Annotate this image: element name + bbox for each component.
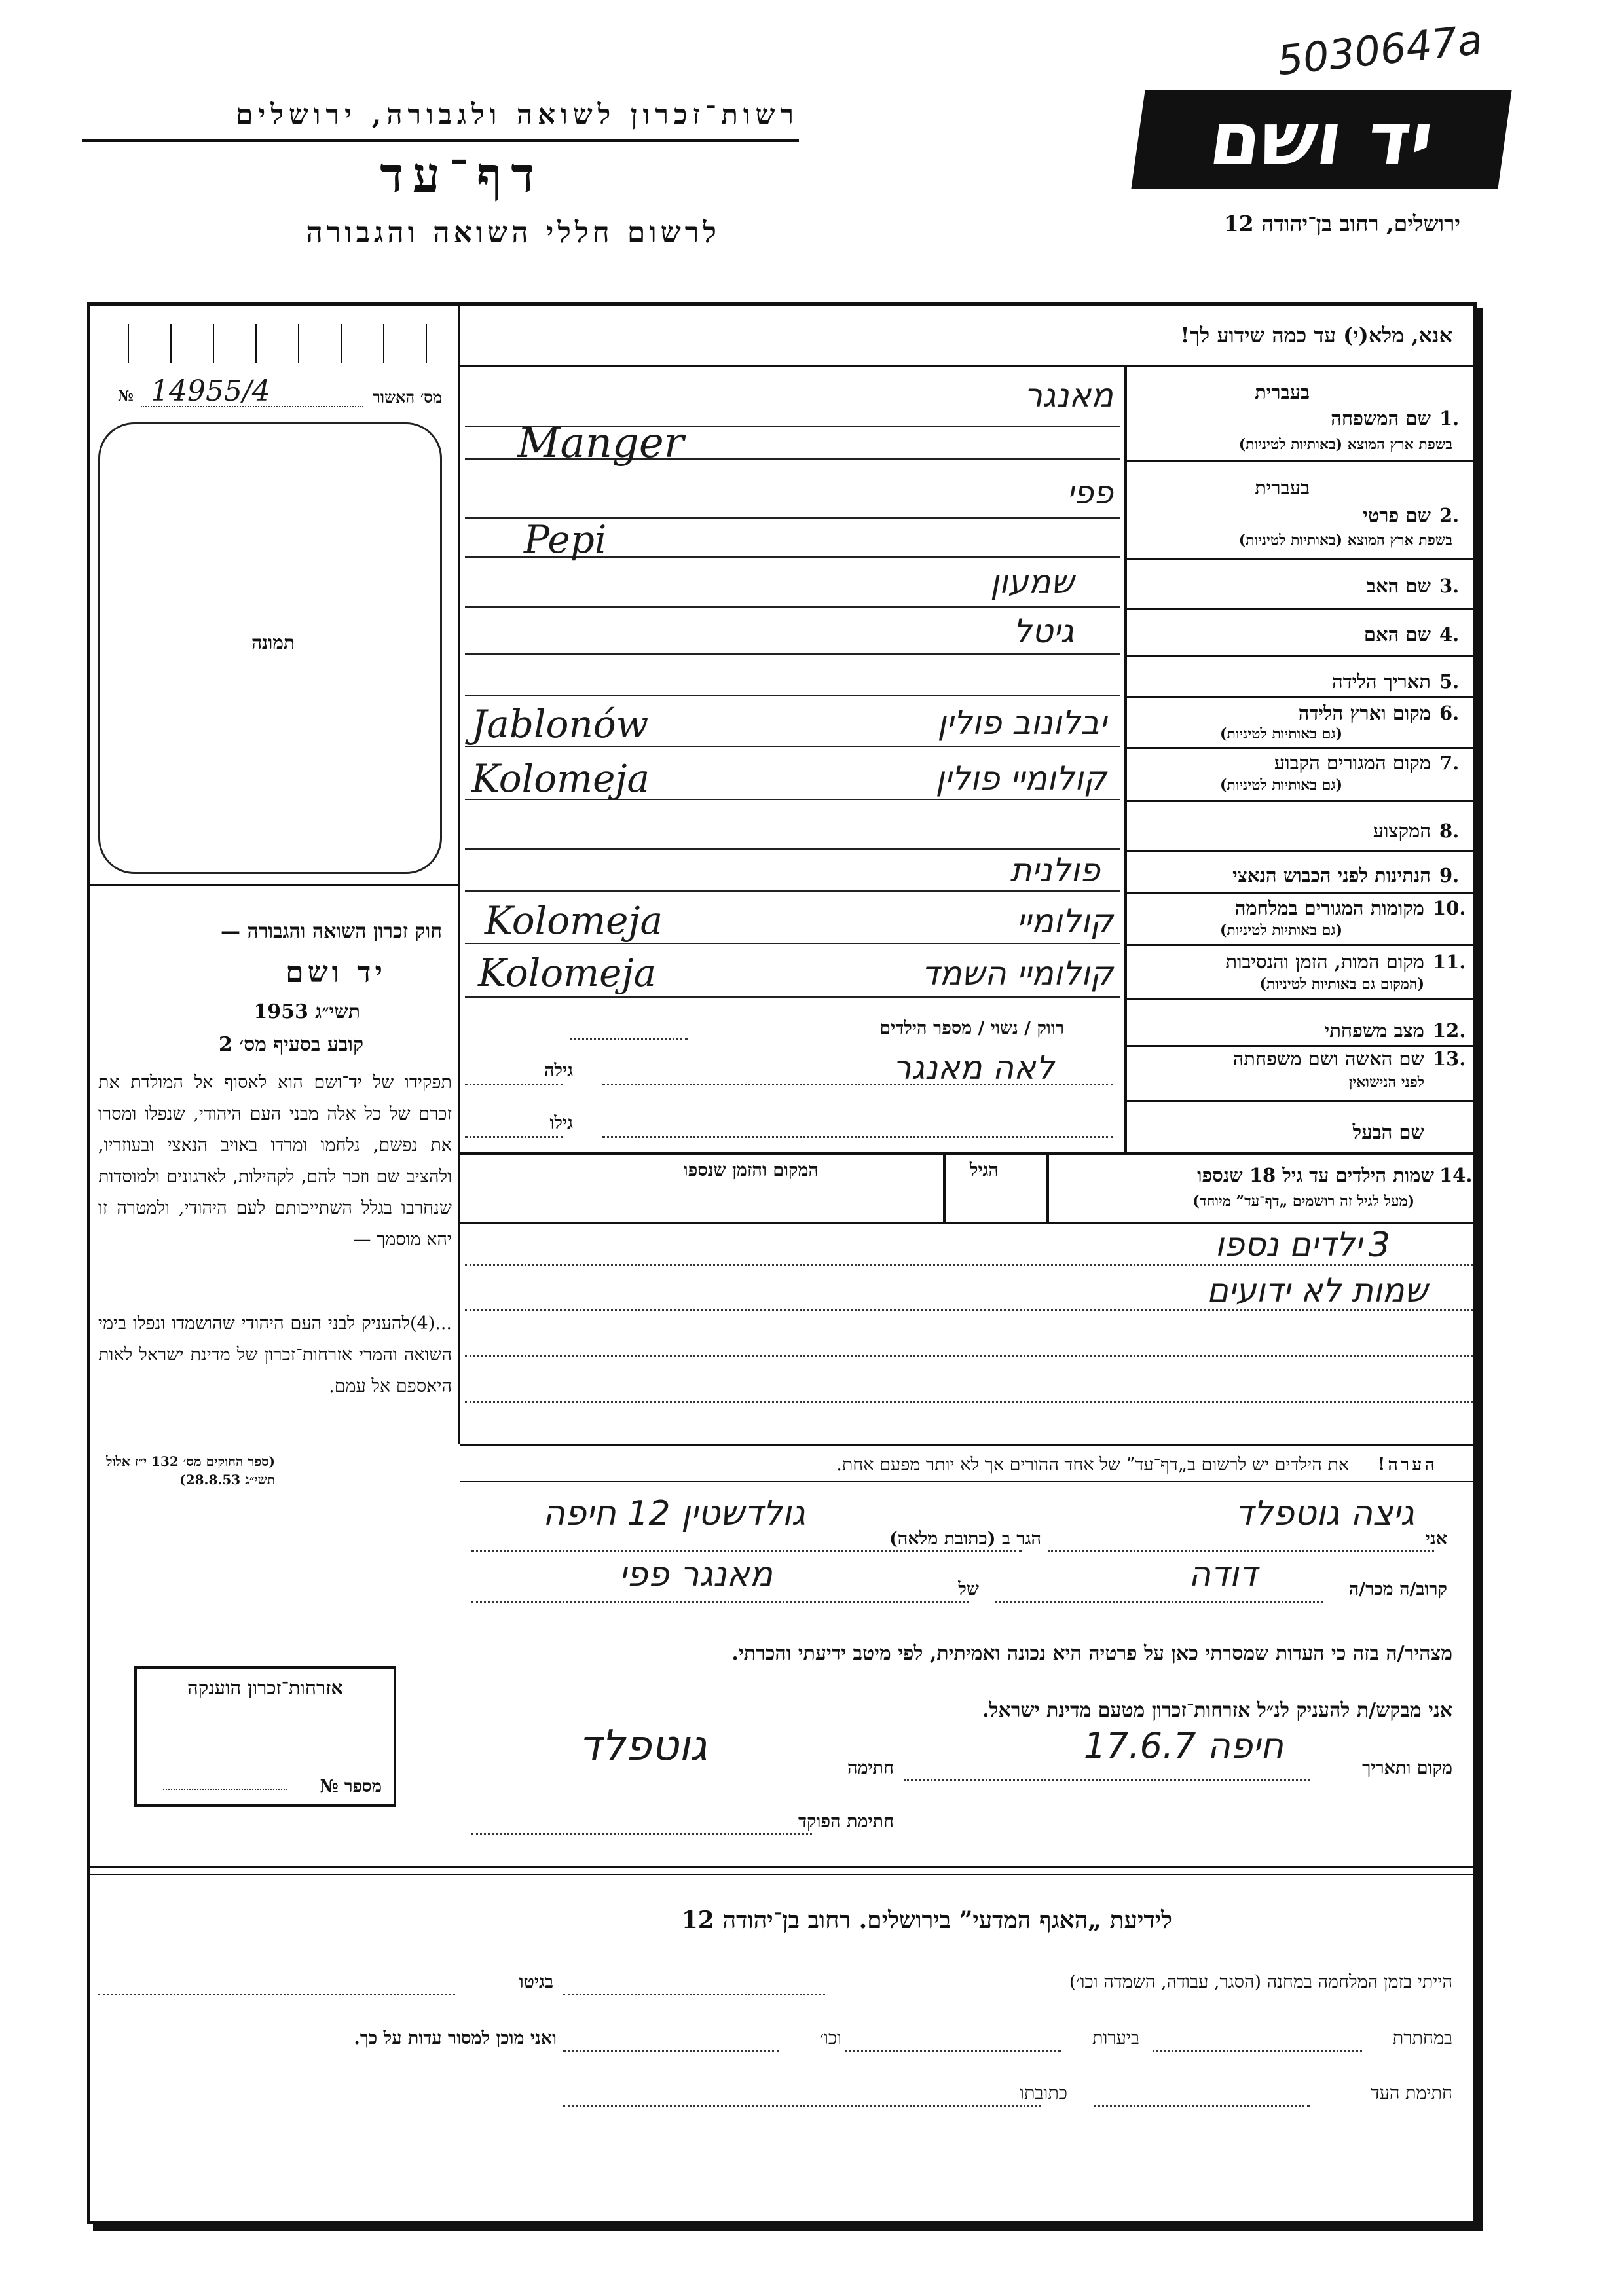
row-10-border bbox=[1126, 944, 1477, 946]
footer-camp-label: הייתי בזמן המלחמה במחנה (הסגר, עבודה, השמדה וכו׳) bbox=[1069, 1972, 1452, 1992]
witness-address: גולדשטין 12 חיפה bbox=[542, 1494, 805, 1533]
field-4-label: שם האם bbox=[1363, 623, 1431, 646]
field-12-label: מצב משפחתי bbox=[1324, 1019, 1424, 1042]
wife-name: לאה מאנגר bbox=[893, 1049, 1054, 1087]
wife-name-dots bbox=[602, 1084, 1113, 1085]
field-10-latin-note: (גם באותיות לטיניות) bbox=[1219, 922, 1342, 939]
footer-address-label: כתובתו bbox=[1020, 2083, 1067, 2104]
law-text-2: ...(4)להעניק לבני העם היהודי שהושמדו ונפלו בימי השואה והמרי אזרחות־זכרון של מדינת ישראל לאות היאספם אל עמם. bbox=[98, 1313, 452, 1396]
row-8-border bbox=[1126, 850, 1477, 852]
footer-ghetto-dots bbox=[98, 1994, 455, 1995]
field-7-num: 7. bbox=[1439, 752, 1460, 774]
footer-separator-2 bbox=[90, 1874, 1477, 1875]
place-date-value: חיפה 17.6.7 bbox=[1083, 1725, 1283, 1766]
husband-label: שם הבעל bbox=[1352, 1121, 1424, 1143]
citizenship-value: פולנית bbox=[1010, 851, 1100, 889]
field-7-label: מקום המגורים הקבוע bbox=[1274, 752, 1431, 774]
field-11-num: 11. bbox=[1433, 951, 1466, 973]
lang-hebrew-1: בעברית bbox=[1255, 381, 1310, 403]
wartime-latin: Kolomeja bbox=[485, 898, 663, 943]
field-11-label: מקום המות, הזמן והנסיבות bbox=[1225, 951, 1424, 973]
field-5-num: 5. bbox=[1439, 670, 1460, 693]
frame-shadow-right bbox=[1477, 308, 1483, 2229]
residence-hebrew: קולומיי פולין bbox=[935, 759, 1107, 797]
footer-forest-dots bbox=[845, 2050, 1061, 2052]
marital-options: רווק / נשוי / מספר הילדים bbox=[879, 1018, 1064, 1038]
witness-address-dots bbox=[471, 1550, 1022, 1552]
footer-separator bbox=[90, 1866, 1477, 1868]
field-13-num: 13. bbox=[1433, 1048, 1466, 1070]
field-13-label: שם האשה ושם משפחתה bbox=[1232, 1048, 1424, 1070]
row-13-border bbox=[1126, 1100, 1477, 1102]
children-col-age: הגיל bbox=[969, 1160, 999, 1180]
note-text: את הילדים יש לרשום ב„דף־עד” של אחד ההורים אך לא יותר מפעם אחת. bbox=[836, 1455, 1349, 1475]
children-line-4 bbox=[465, 1401, 1473, 1403]
approval-no-label: מס׳ האשור bbox=[373, 388, 442, 407]
field-14-num: 14. bbox=[1439, 1164, 1473, 1186]
children-line-2 bbox=[465, 1309, 1473, 1311]
sidebar-divider bbox=[458, 302, 460, 1444]
note-label: הערה! bbox=[1377, 1455, 1437, 1475]
firstname-latin: Pepi bbox=[524, 517, 607, 562]
field-9-label: הנתינות לפני הכבוש הנאצי bbox=[1232, 864, 1431, 886]
yad-vashem-logo bbox=[1131, 90, 1511, 189]
field-3-label: שם האב bbox=[1366, 575, 1431, 597]
label-column-divider bbox=[1124, 365, 1127, 1153]
approval-number-row bbox=[115, 374, 449, 412]
relative-of-value: מאנגר פפי bbox=[619, 1555, 773, 1594]
entry-line-8 bbox=[465, 848, 1120, 850]
children-line-1 bbox=[465, 1264, 1473, 1266]
law-reference: (ספר החוקים מס׳ 132 י״ז אלול תשי״ג 28.8.53) bbox=[106, 1453, 275, 1487]
field-6-num: 6. bbox=[1439, 702, 1460, 724]
witness-signature: גוטפלד bbox=[578, 1722, 707, 1770]
witness-name-dots bbox=[1048, 1550, 1434, 1552]
field-13-sub: לפני הנישואין bbox=[1348, 1074, 1424, 1091]
row-2-border bbox=[1126, 558, 1477, 560]
row-6-border bbox=[1126, 747, 1477, 749]
children-count: 3 bbox=[1369, 1226, 1391, 1265]
children-col-divider-2 bbox=[943, 1152, 946, 1223]
relation-value: דודה bbox=[1189, 1555, 1257, 1594]
entry-line-3 bbox=[465, 606, 1120, 608]
husband-name-dots bbox=[602, 1136, 1113, 1138]
death-latin: Kolomeja bbox=[478, 951, 657, 995]
children-line-value-2: שמות לא ידועים bbox=[1206, 1271, 1428, 1309]
row-3-border bbox=[1126, 608, 1477, 610]
children-header-border bbox=[460, 1222, 1477, 1224]
law-year: תשי״ג 1953 bbox=[253, 1000, 360, 1023]
declaration-text: מצהיר/ה בזה כי העדות שמסרתי כאן על פרטיה היא נכונה ואמיתית, לפי מיטב ידיעתי והכרתי. bbox=[731, 1642, 1452, 1665]
citizenship-box-no: מספר № bbox=[320, 1777, 382, 1796]
field-12-num: 12. bbox=[1433, 1019, 1466, 1042]
authority-underline bbox=[82, 139, 799, 142]
field-10-label: מקומות המגורים במלחמה bbox=[1234, 897, 1424, 919]
row-husband-border bbox=[460, 1152, 1477, 1155]
children-col-divider-1 bbox=[1046, 1152, 1049, 1223]
footer-ghetto-label: בגיטו bbox=[519, 1972, 553, 1992]
footer-title: לידיעת „האגף המדעי” בירושלים. רחוב בן־יהודה 12 bbox=[681, 1906, 1172, 1934]
wife-age-label: גילה bbox=[544, 1061, 573, 1081]
birth-place-hebrew: יבלונוב פולין bbox=[937, 704, 1107, 742]
surname-latin: Manger bbox=[517, 419, 684, 467]
row-1-border bbox=[1126, 460, 1477, 462]
intro-bottom-border bbox=[460, 365, 1477, 367]
witness-i-label: אני bbox=[1425, 1529, 1447, 1549]
approval-no-value: 14955/4 bbox=[151, 374, 270, 408]
form-intro: אנא, מלא(י) עד כמה שידוע לך! bbox=[1180, 323, 1452, 348]
serial-number: 5030647a bbox=[1275, 15, 1485, 85]
logo-address: ירושלים, רחוב בן־יהודה 12 bbox=[1223, 211, 1460, 236]
of-label: של bbox=[958, 1579, 979, 1599]
signature-label: חתימה bbox=[847, 1758, 894, 1778]
officer-signature-label: חתימת הפוקד bbox=[798, 1812, 894, 1832]
footer-etc-label: וכו׳ bbox=[819, 2028, 841, 2049]
birth-place-latin: Jablonów bbox=[471, 702, 649, 746]
logo-text: יד ושם bbox=[1204, 97, 1439, 182]
wife-age-dots bbox=[465, 1084, 563, 1085]
field-14-sub: (מעל לגיל זה רושמים „דף־עד” מיוחד) bbox=[1192, 1193, 1414, 1210]
children-bottom-border bbox=[460, 1444, 1477, 1446]
row-9-border bbox=[1126, 892, 1477, 894]
husband-age-label: גילו bbox=[549, 1113, 573, 1133]
relative-of-dots bbox=[471, 1601, 969, 1603]
law-name: יד ושם bbox=[286, 956, 386, 989]
row-11-border bbox=[1126, 998, 1477, 1000]
frame-shadow-bottom bbox=[93, 2224, 1483, 2231]
children-line-value-1: ילדים נספו bbox=[1215, 1226, 1362, 1264]
field-14-label: שמות הילדים עד גיל 18 שנספו bbox=[1197, 1164, 1434, 1186]
field-6-label: מקום וארץ הלידה bbox=[1298, 702, 1431, 724]
approval-no-mark: № bbox=[118, 388, 134, 405]
form-subtitle: לרשום חללי השואה והגבורה bbox=[306, 216, 720, 249]
note-underline bbox=[460, 1481, 1477, 1482]
entry-line-9 bbox=[465, 890, 1120, 892]
footer-camp-dots bbox=[563, 1994, 825, 1995]
field-8-label: המקצוע bbox=[1373, 820, 1431, 842]
footer-signature-dots bbox=[1094, 2105, 1310, 2107]
form-title: דף־עד bbox=[380, 147, 544, 204]
field-6-latin-note: (גם באותיות לטיניות) bbox=[1219, 725, 1342, 742]
firstname-hebrew: פפי bbox=[1067, 475, 1113, 511]
place-date-dots bbox=[904, 1779, 1310, 1781]
authority-name: רשות־זכרון לשואה ולגבורה, ירושלים bbox=[236, 98, 799, 130]
row-7-border bbox=[1126, 800, 1477, 802]
row-12-border bbox=[1126, 1045, 1477, 1047]
relation-dots bbox=[995, 1601, 1323, 1603]
field-7-latin-note: (גם באותיות לטיניות) bbox=[1219, 776, 1342, 793]
footer-forest-label: ביערות bbox=[1092, 2028, 1139, 2049]
field-3-num: 3. bbox=[1439, 575, 1460, 597]
citizenship-box bbox=[134, 1666, 396, 1807]
surname-hebrew: מאנגר bbox=[1024, 376, 1113, 414]
field-5-label: תאריך הלידה bbox=[1332, 670, 1431, 693]
lang-latin-2: בשפת ארץ המוצא (באותיות לטיניות) bbox=[1238, 532, 1452, 549]
lang-latin-1: בשפת ארץ המוצא (באותיות לטיניות) bbox=[1238, 436, 1452, 453]
field-2-label: שם פרטי bbox=[1363, 504, 1431, 526]
law-header: חוק זכרון השואה והגבורה — bbox=[221, 920, 442, 943]
place-date-label: מקום ותאריך bbox=[1362, 1758, 1452, 1778]
footer-underground-label: במחתרת bbox=[1392, 2028, 1452, 2049]
relative-label: קרוב/ה מכר/ה bbox=[1348, 1579, 1447, 1599]
entry-line-5 bbox=[465, 695, 1120, 696]
death-hebrew: קולומיי השמד bbox=[921, 955, 1113, 993]
field-1-num: 1. bbox=[1439, 407, 1460, 429]
footer-willing-label: ואני מוכן למסור עדות על כך. bbox=[354, 2028, 557, 2049]
wartime-hebrew: קולומיי bbox=[1016, 902, 1113, 940]
field-4-num: 4. bbox=[1439, 623, 1460, 646]
footer-address-dots bbox=[563, 2105, 1041, 2107]
residence-latin: Kolomeja bbox=[471, 756, 650, 801]
entry-line-11 bbox=[465, 996, 1120, 998]
children-col-place: המקום והזמן שנספו bbox=[683, 1160, 819, 1180]
husband-age-dots bbox=[465, 1136, 563, 1138]
photo-label: תמונה bbox=[251, 632, 295, 653]
sidebar-separator bbox=[90, 884, 459, 886]
row-4-border bbox=[1126, 655, 1477, 657]
footer-signature-label: חתימת העד bbox=[1371, 2083, 1452, 2104]
witness-name: גיצה גוטפלד bbox=[1234, 1494, 1414, 1533]
footer-underground-dots bbox=[1153, 2050, 1362, 2052]
field-10-num: 10. bbox=[1433, 897, 1466, 919]
field-1-label: שם המשפחה bbox=[1331, 407, 1431, 429]
footer-etc-dots bbox=[563, 2050, 779, 2052]
mother-name: גיטל bbox=[1013, 612, 1074, 650]
citizenship-box-title: אזרחות־זכרון הוענקה bbox=[187, 1677, 343, 1699]
officer-signature-dots bbox=[471, 1833, 812, 1835]
tick-strip bbox=[92, 308, 455, 370]
witness-resident-label: הגר ב (כתובת מלאה) bbox=[889, 1529, 1041, 1549]
row-5-border bbox=[1126, 696, 1477, 698]
field-11-sub: (המקום גם באותיות לטיניות) bbox=[1259, 975, 1424, 993]
field-8-num: 8. bbox=[1439, 820, 1460, 842]
law-section: קובע בסעיף מס׳ 2 bbox=[218, 1033, 363, 1056]
field-2-num: 2. bbox=[1439, 504, 1460, 526]
law-text: תפקידו של יד־ושם הוא לאסוף אל המולדת את זכרם של כל אלה מבני העם היהודי, שנפלו ומסרו את נפשם, נלחמו ומרדו באויב הנאצי ובעוזריו, ולהציב שם וזכר להם, לקהילות, לארגונים ולמוסדות שנחרבו בגלל השתייכותם לעם היהודי, ולמטרה זו יהא מוסמך — bbox=[98, 1072, 452, 1250]
entry-line-10 bbox=[465, 943, 1120, 944]
lang-hebrew-2: בעברית bbox=[1255, 477, 1310, 499]
field-9-num: 9. bbox=[1439, 864, 1460, 886]
request-text: אני מבקש/ת להעניק לנ״ל אזרחות־זכרון מטעם מדינת ישראל. bbox=[982, 1699, 1452, 1722]
father-name: שמעון bbox=[990, 563, 1074, 601]
marital-dots bbox=[570, 1038, 688, 1040]
entry-line-4 bbox=[465, 653, 1120, 655]
children-line-3 bbox=[465, 1355, 1473, 1357]
